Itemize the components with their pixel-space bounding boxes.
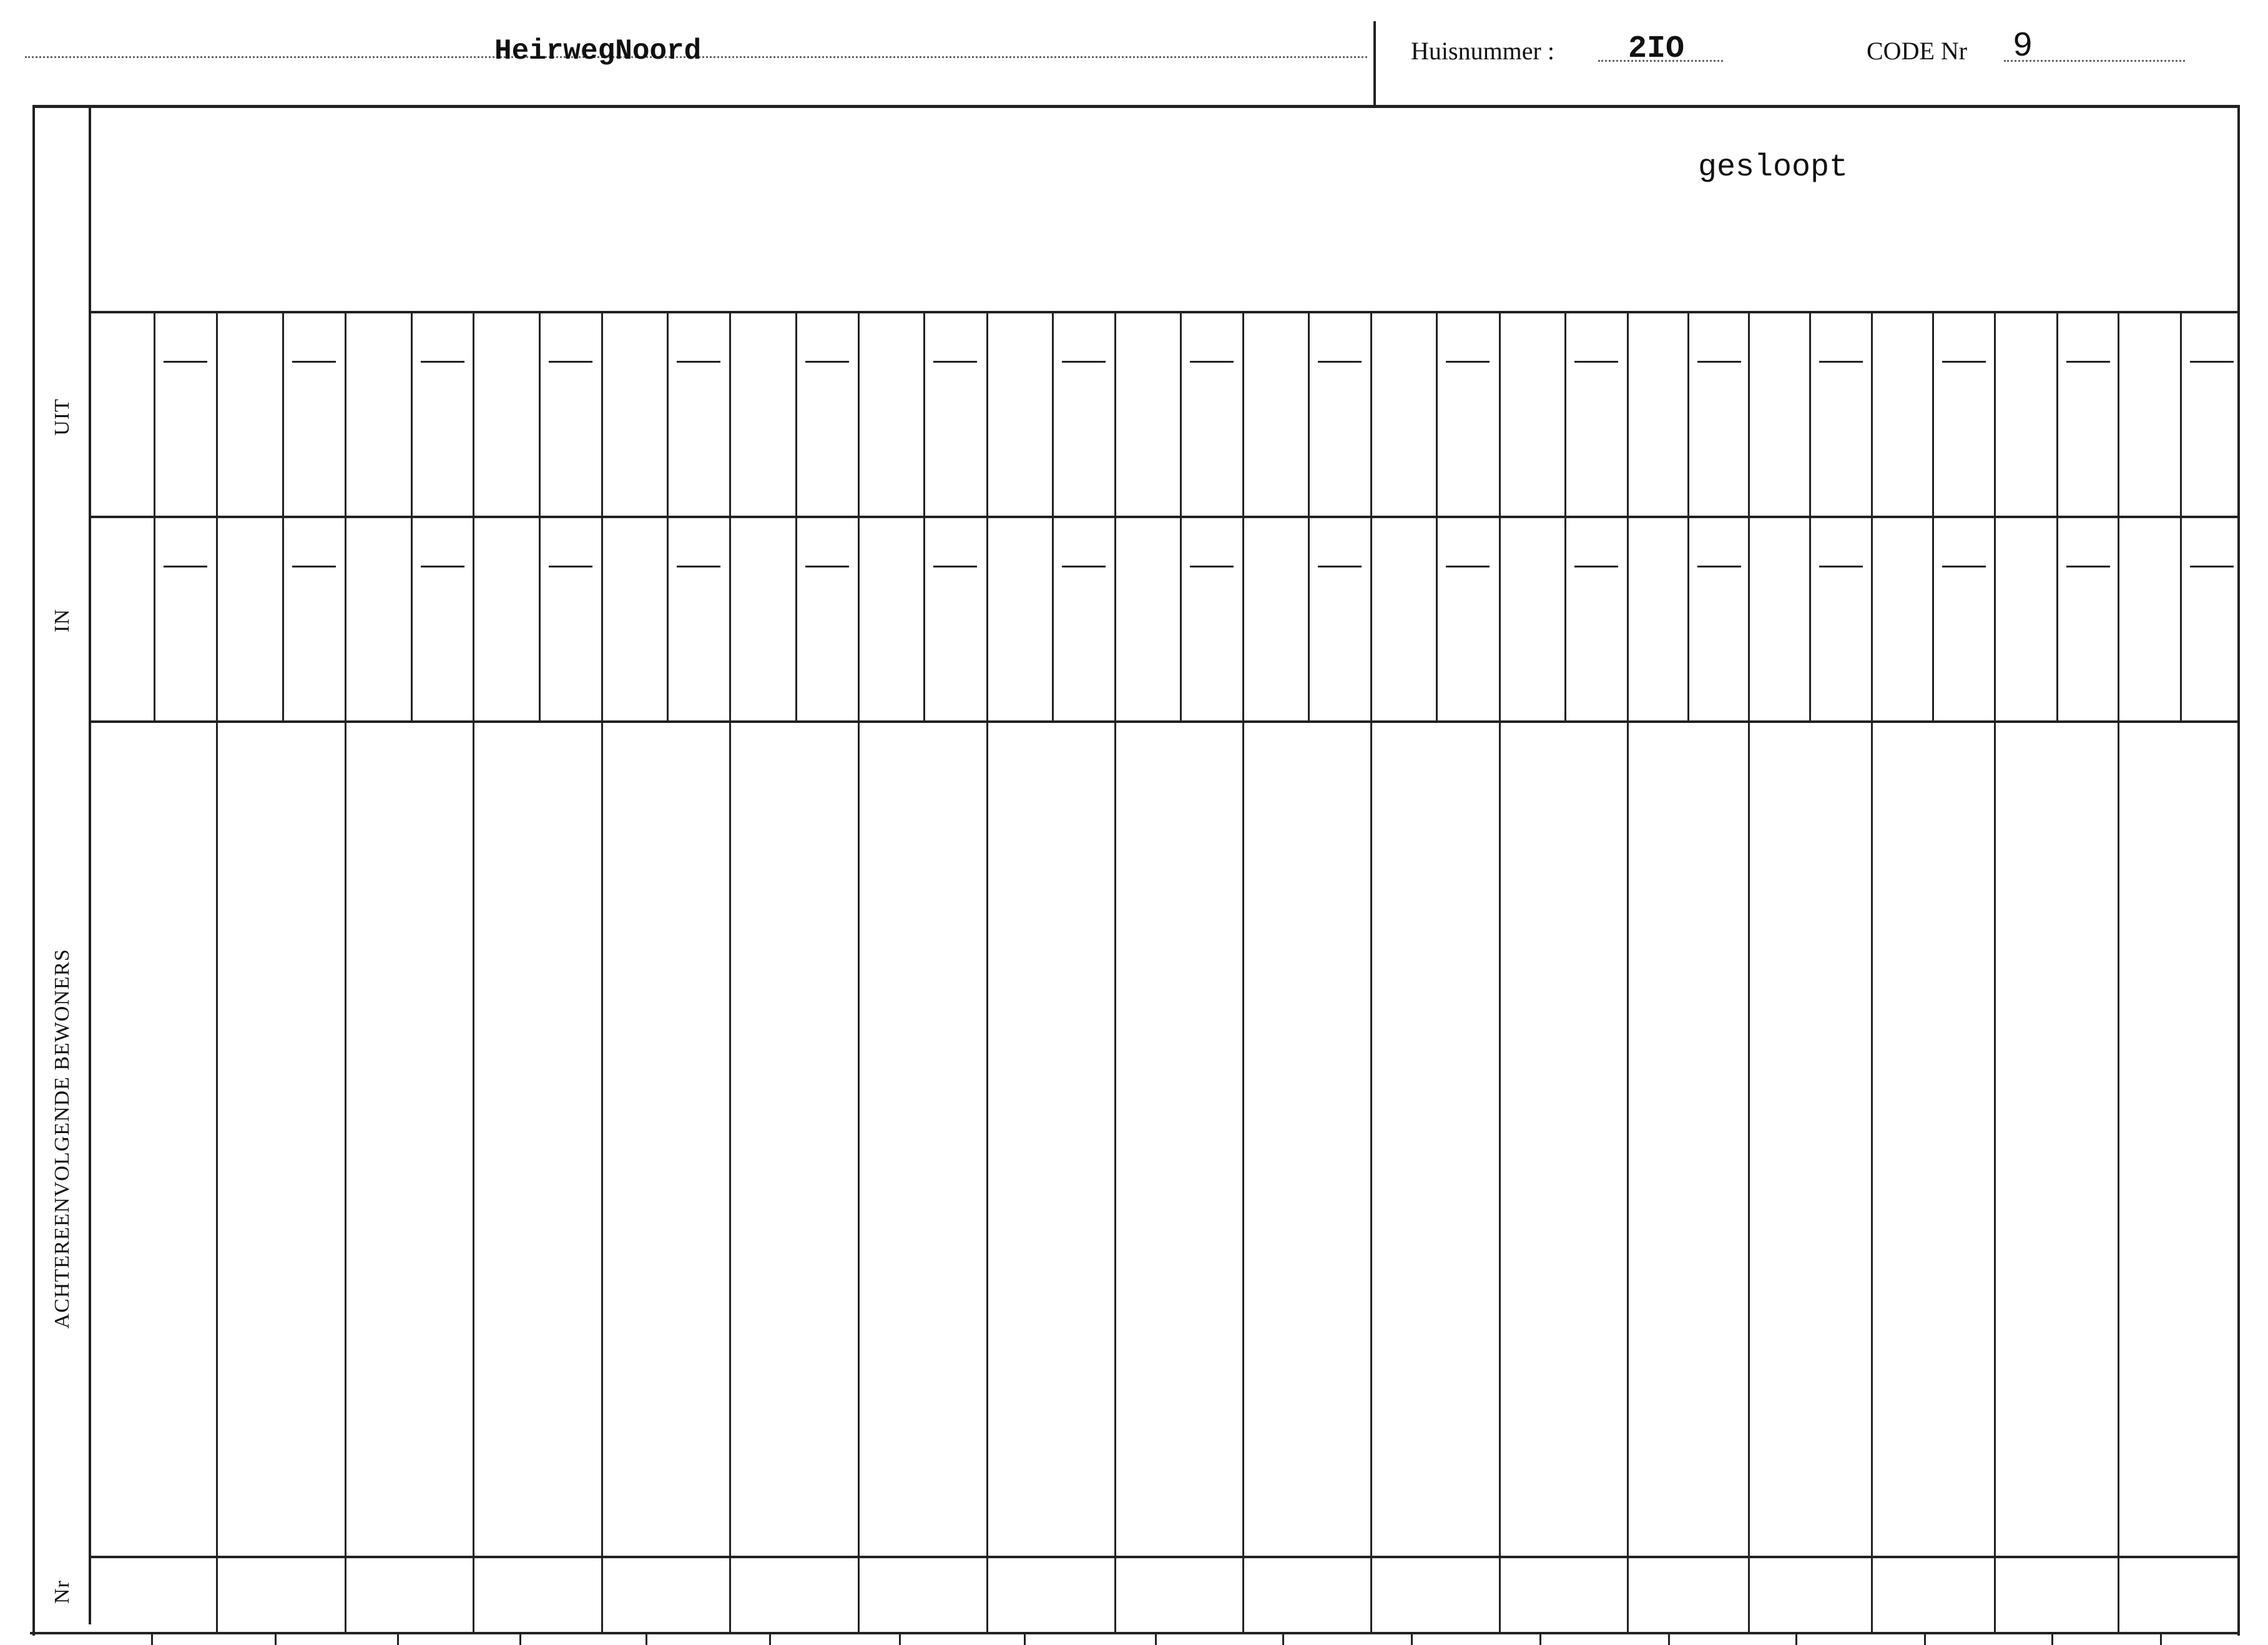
in-dash xyxy=(549,566,592,567)
code-label: CODE Nr xyxy=(1867,37,1968,65)
in-dash xyxy=(1942,566,1986,567)
in-dash xyxy=(1819,566,1863,567)
column-line xyxy=(1748,312,1750,1633)
column-line xyxy=(1242,312,1244,1633)
column-line xyxy=(986,312,988,1633)
in-section-label: IN xyxy=(51,609,74,632)
sub-column-line xyxy=(539,312,541,722)
uit-dash xyxy=(2190,361,2234,363)
sub-column-line xyxy=(154,312,155,722)
uit-dash xyxy=(1190,361,1234,363)
in-dash xyxy=(805,566,849,567)
remark-status: gesloopt xyxy=(1698,150,1848,185)
code-number-value: 9 xyxy=(2013,26,2033,63)
header-divider xyxy=(1373,21,1376,105)
uit-dash xyxy=(1318,361,1362,363)
uit-dash xyxy=(1574,361,1618,363)
residents-section-label: ACHTEREENVOLGENDE BEWONERS xyxy=(51,948,74,1329)
uit-dash xyxy=(2066,361,2110,363)
house-number-value: 2IO xyxy=(1628,31,1685,67)
column-line xyxy=(473,312,474,1633)
uit-dash xyxy=(549,361,592,363)
in-dash xyxy=(164,566,207,567)
in-dash xyxy=(677,566,720,567)
in-dash xyxy=(1446,566,1490,567)
column-line xyxy=(1994,312,1996,1633)
sub-column-line xyxy=(2056,312,2058,722)
uit-dash xyxy=(421,361,464,363)
sub-column-line xyxy=(1687,312,1689,722)
in-dash xyxy=(1574,566,1618,567)
sub-column-line xyxy=(282,312,284,722)
street-name: HeirwegNoord xyxy=(494,35,702,67)
uit-dash xyxy=(292,361,336,363)
column-line xyxy=(2118,312,2119,1633)
uit-dash xyxy=(805,361,849,363)
column-line xyxy=(729,312,731,1633)
card-frame xyxy=(32,105,2240,1636)
in-dash xyxy=(1697,566,1741,567)
in-dash xyxy=(292,566,336,567)
uit-dash xyxy=(1446,361,1490,363)
column-line xyxy=(1114,312,1116,1633)
sub-column-line xyxy=(1809,312,1811,722)
uit-dash xyxy=(1942,361,1986,363)
house-number-label: Huisnummer : xyxy=(1411,37,1554,65)
residents-bottom-line xyxy=(89,1556,2240,1558)
in-dash xyxy=(1318,566,1362,567)
in-dash xyxy=(2190,566,2234,567)
nr-section-label: Nr xyxy=(51,1580,74,1604)
uit-dash xyxy=(933,361,977,363)
sub-column-line xyxy=(923,312,925,722)
sub-column-line xyxy=(1564,312,1566,722)
sub-column-line xyxy=(411,312,413,722)
uit-dash xyxy=(1819,361,1863,363)
in-dash xyxy=(2066,566,2110,567)
card-bottom-border xyxy=(30,1632,2240,1634)
column-line xyxy=(858,312,860,1633)
sub-column-line xyxy=(1932,312,1934,722)
uit-dash xyxy=(1062,361,1106,363)
sub-column-line xyxy=(1052,312,1054,722)
column-line xyxy=(345,312,346,1633)
uit-section-label: UIT xyxy=(51,398,74,436)
in-dash xyxy=(1190,566,1234,567)
sub-column-line xyxy=(2180,312,2182,722)
label-column-divider xyxy=(89,107,91,1624)
column-line xyxy=(601,312,603,1633)
sub-column-line xyxy=(1308,312,1310,722)
sub-column-line xyxy=(667,312,669,722)
column-line xyxy=(1627,312,1629,1633)
in-dash xyxy=(1062,566,1106,567)
column-line xyxy=(216,312,218,1633)
in-dash xyxy=(933,566,977,567)
in-dash xyxy=(421,566,464,567)
sub-column-line xyxy=(1436,312,1438,722)
sub-column-line xyxy=(1180,312,1182,722)
sub-column-line xyxy=(795,312,797,722)
uit-dash xyxy=(677,361,720,363)
uit-dash xyxy=(1697,361,1741,363)
column-line xyxy=(1871,312,1873,1633)
column-line xyxy=(1499,312,1501,1633)
column-line xyxy=(1370,312,1372,1633)
uit-dash xyxy=(164,361,207,363)
